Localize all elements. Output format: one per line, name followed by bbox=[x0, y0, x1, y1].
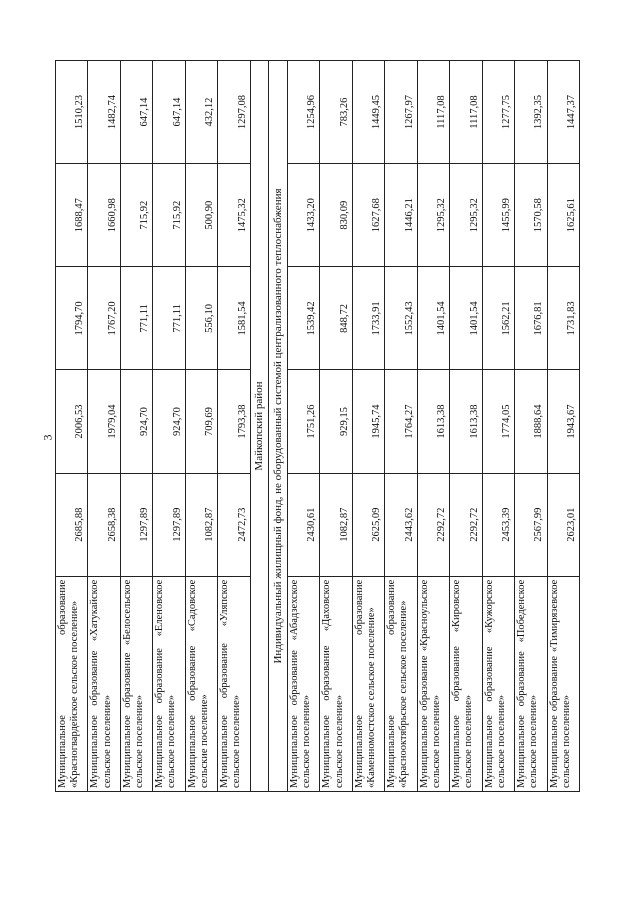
value-cell: 1401,54 bbox=[450, 267, 482, 370]
municipality-name-cell: Муниципальное образование «Садовское сельские поселение» bbox=[185, 576, 217, 791]
value-cell: 1433,20 bbox=[288, 164, 320, 267]
table-row bbox=[120, 61, 152, 792]
value-cell: 1581,54 bbox=[218, 267, 250, 370]
value-cell: 1676,81 bbox=[515, 267, 547, 370]
value-cell: 1297,89 bbox=[153, 473, 185, 576]
table-row bbox=[547, 61, 579, 792]
value-cell: 2292,72 bbox=[417, 473, 449, 576]
value-cell: 929,15 bbox=[320, 370, 352, 473]
municipality-name-cell: Муниципальное образование «Белосельское сельское поселение» bbox=[120, 576, 152, 791]
value-cell: 1449,45 bbox=[352, 61, 384, 164]
value-cell: 1794,70 bbox=[56, 267, 88, 370]
value-cell: 2472,73 bbox=[218, 473, 250, 576]
value-cell: 1945,74 bbox=[352, 370, 384, 473]
table-row bbox=[88, 61, 120, 792]
value-cell: 500,90 bbox=[185, 164, 217, 267]
value-cell: 647,14 bbox=[120, 61, 152, 164]
value-cell: 1774,05 bbox=[482, 370, 514, 473]
municipality-name-cell: Муниципальное образование «Победенское сельское поселение» bbox=[515, 576, 547, 791]
table-row bbox=[450, 61, 482, 792]
value-cell: 2685,88 bbox=[56, 473, 88, 576]
value-cell: 1979,04 bbox=[88, 370, 120, 473]
value-cell: 1764,27 bbox=[385, 370, 417, 473]
value-cell: 1625,61 bbox=[547, 164, 579, 267]
table-row bbox=[515, 61, 547, 792]
municipality-name-cell: Муниципальное образование «Даховское сельское поселение» bbox=[320, 576, 352, 791]
value-cell: 715,92 bbox=[120, 164, 152, 267]
table-row bbox=[352, 61, 384, 792]
value-cell: 1401,54 bbox=[417, 267, 449, 370]
value-cell: 1613,38 bbox=[417, 370, 449, 473]
value-cell: 783,26 bbox=[320, 61, 352, 164]
fund-heading-row bbox=[269, 61, 288, 792]
value-cell: 1613,38 bbox=[450, 370, 482, 473]
table-row bbox=[153, 61, 185, 792]
value-cell: 2292,72 bbox=[450, 473, 482, 576]
value-cell: 1117,08 bbox=[417, 61, 449, 164]
table-row bbox=[56, 61, 88, 792]
value-cell: 647,14 bbox=[153, 61, 185, 164]
value-cell: 1082,87 bbox=[320, 473, 352, 576]
value-cell: 2453,39 bbox=[482, 473, 514, 576]
value-cell: 1447,37 bbox=[547, 61, 579, 164]
value-cell: 924,70 bbox=[120, 370, 152, 473]
value-cell: 1295,32 bbox=[417, 164, 449, 267]
value-cell: 2658,38 bbox=[88, 473, 120, 576]
value-cell: 1117,08 bbox=[450, 61, 482, 164]
municipality-name-cell: Муниципальное образование «Абадзехское сельское поселение» bbox=[288, 576, 320, 791]
value-cell: 1943,67 bbox=[547, 370, 579, 473]
district-heading: Майкопский район bbox=[250, 61, 269, 792]
value-cell: 1751,26 bbox=[288, 370, 320, 473]
table-row bbox=[288, 61, 320, 792]
table-row bbox=[320, 61, 352, 792]
value-cell: 1888,64 bbox=[515, 370, 547, 473]
value-cell: 830,09 bbox=[320, 164, 352, 267]
value-cell: 1731,83 bbox=[547, 267, 579, 370]
value-cell: 1570,58 bbox=[515, 164, 547, 267]
value-cell: 2623,01 bbox=[547, 473, 579, 576]
municipality-name-cell: Муниципальное образование «Уляпское сельское поселение» bbox=[218, 576, 250, 791]
value-cell: 1297,89 bbox=[120, 473, 152, 576]
value-cell: 1455,99 bbox=[482, 164, 514, 267]
value-cell: 1767,20 bbox=[88, 267, 120, 370]
value-cell: 1552,43 bbox=[385, 267, 417, 370]
table-row bbox=[185, 61, 217, 792]
value-cell: 715,92 bbox=[153, 164, 185, 267]
value-cell: 709,69 bbox=[185, 370, 217, 473]
value-cell: 771,11 bbox=[153, 267, 185, 370]
value-cell: 1733,91 bbox=[352, 267, 384, 370]
municipality-name-cell: Муниципальное образование «Краснооктябрьское сельское поселение» bbox=[385, 576, 417, 791]
municipality-name-cell: Муниципальное образование «Тимирязевское сельское поселение» bbox=[547, 576, 579, 791]
table-row bbox=[218, 61, 250, 792]
municipality-name-cell: Муниципальное образование «Кировское сельское поселение» bbox=[450, 576, 482, 791]
value-cell: 924,70 bbox=[153, 370, 185, 473]
value-cell: 1277,75 bbox=[482, 61, 514, 164]
value-cell: 1254,96 bbox=[288, 61, 320, 164]
value-cell: 2443,62 bbox=[385, 473, 417, 576]
value-cell: 1539,42 bbox=[288, 267, 320, 370]
page-number: 3 bbox=[40, 434, 55, 441]
tariff-table bbox=[55, 60, 580, 792]
value-cell: 1510,23 bbox=[56, 61, 88, 164]
value-cell: 1688,47 bbox=[56, 164, 88, 267]
municipality-name-cell: Муниципальное образование «Каменномостское сельское поселение» bbox=[352, 576, 384, 791]
municipality-name-cell: Муниципальное образование «Хатукайское сельское поселение» bbox=[88, 576, 120, 791]
value-cell: 432,12 bbox=[185, 61, 217, 164]
value-cell: 1660,98 bbox=[88, 164, 120, 267]
value-cell: 1562,21 bbox=[482, 267, 514, 370]
fund-heading: Индивидуальный жилищный фонд, не оборудованный системой централизованного теплоснабжения bbox=[269, 61, 288, 792]
table-row bbox=[385, 61, 417, 792]
value-cell: 1793,38 bbox=[218, 370, 250, 473]
value-cell: 556,10 bbox=[185, 267, 217, 370]
value-cell: 771,11 bbox=[120, 267, 152, 370]
value-cell: 2430,61 bbox=[288, 473, 320, 576]
value-cell: 1482,74 bbox=[88, 61, 120, 164]
tariff-table-body bbox=[56, 61, 580, 792]
value-cell: 848,72 bbox=[320, 267, 352, 370]
value-cell: 1475,32 bbox=[218, 164, 250, 267]
rotated-table-container bbox=[55, 60, 580, 792]
municipality-name-cell: Муниципальное образование «Красноульское сельское поселение» bbox=[417, 576, 449, 791]
value-cell: 2006,53 bbox=[56, 370, 88, 473]
value-cell: 1297,08 bbox=[218, 61, 250, 164]
value-cell: 1627,68 bbox=[352, 164, 384, 267]
municipality-name-cell: Муниципальное образование «Красногвардейское сельское поселение» bbox=[56, 576, 88, 791]
value-cell: 2567,99 bbox=[515, 473, 547, 576]
value-cell: 1295,32 bbox=[450, 164, 482, 267]
municipality-name-cell: Муниципальное образование «Еленовское сельское поселение» bbox=[153, 576, 185, 791]
value-cell: 1446,21 bbox=[385, 164, 417, 267]
value-cell: 1392,35 bbox=[515, 61, 547, 164]
value-cell: 2625,09 bbox=[352, 473, 384, 576]
table-row bbox=[482, 61, 514, 792]
value-cell: 1267,97 bbox=[385, 61, 417, 164]
district-heading-row bbox=[250, 61, 269, 792]
table-row bbox=[417, 61, 449, 792]
value-cell: 1082,87 bbox=[185, 473, 217, 576]
municipality-name-cell: Муниципальное образование «Кужорское сельское поселение» bbox=[482, 576, 514, 791]
